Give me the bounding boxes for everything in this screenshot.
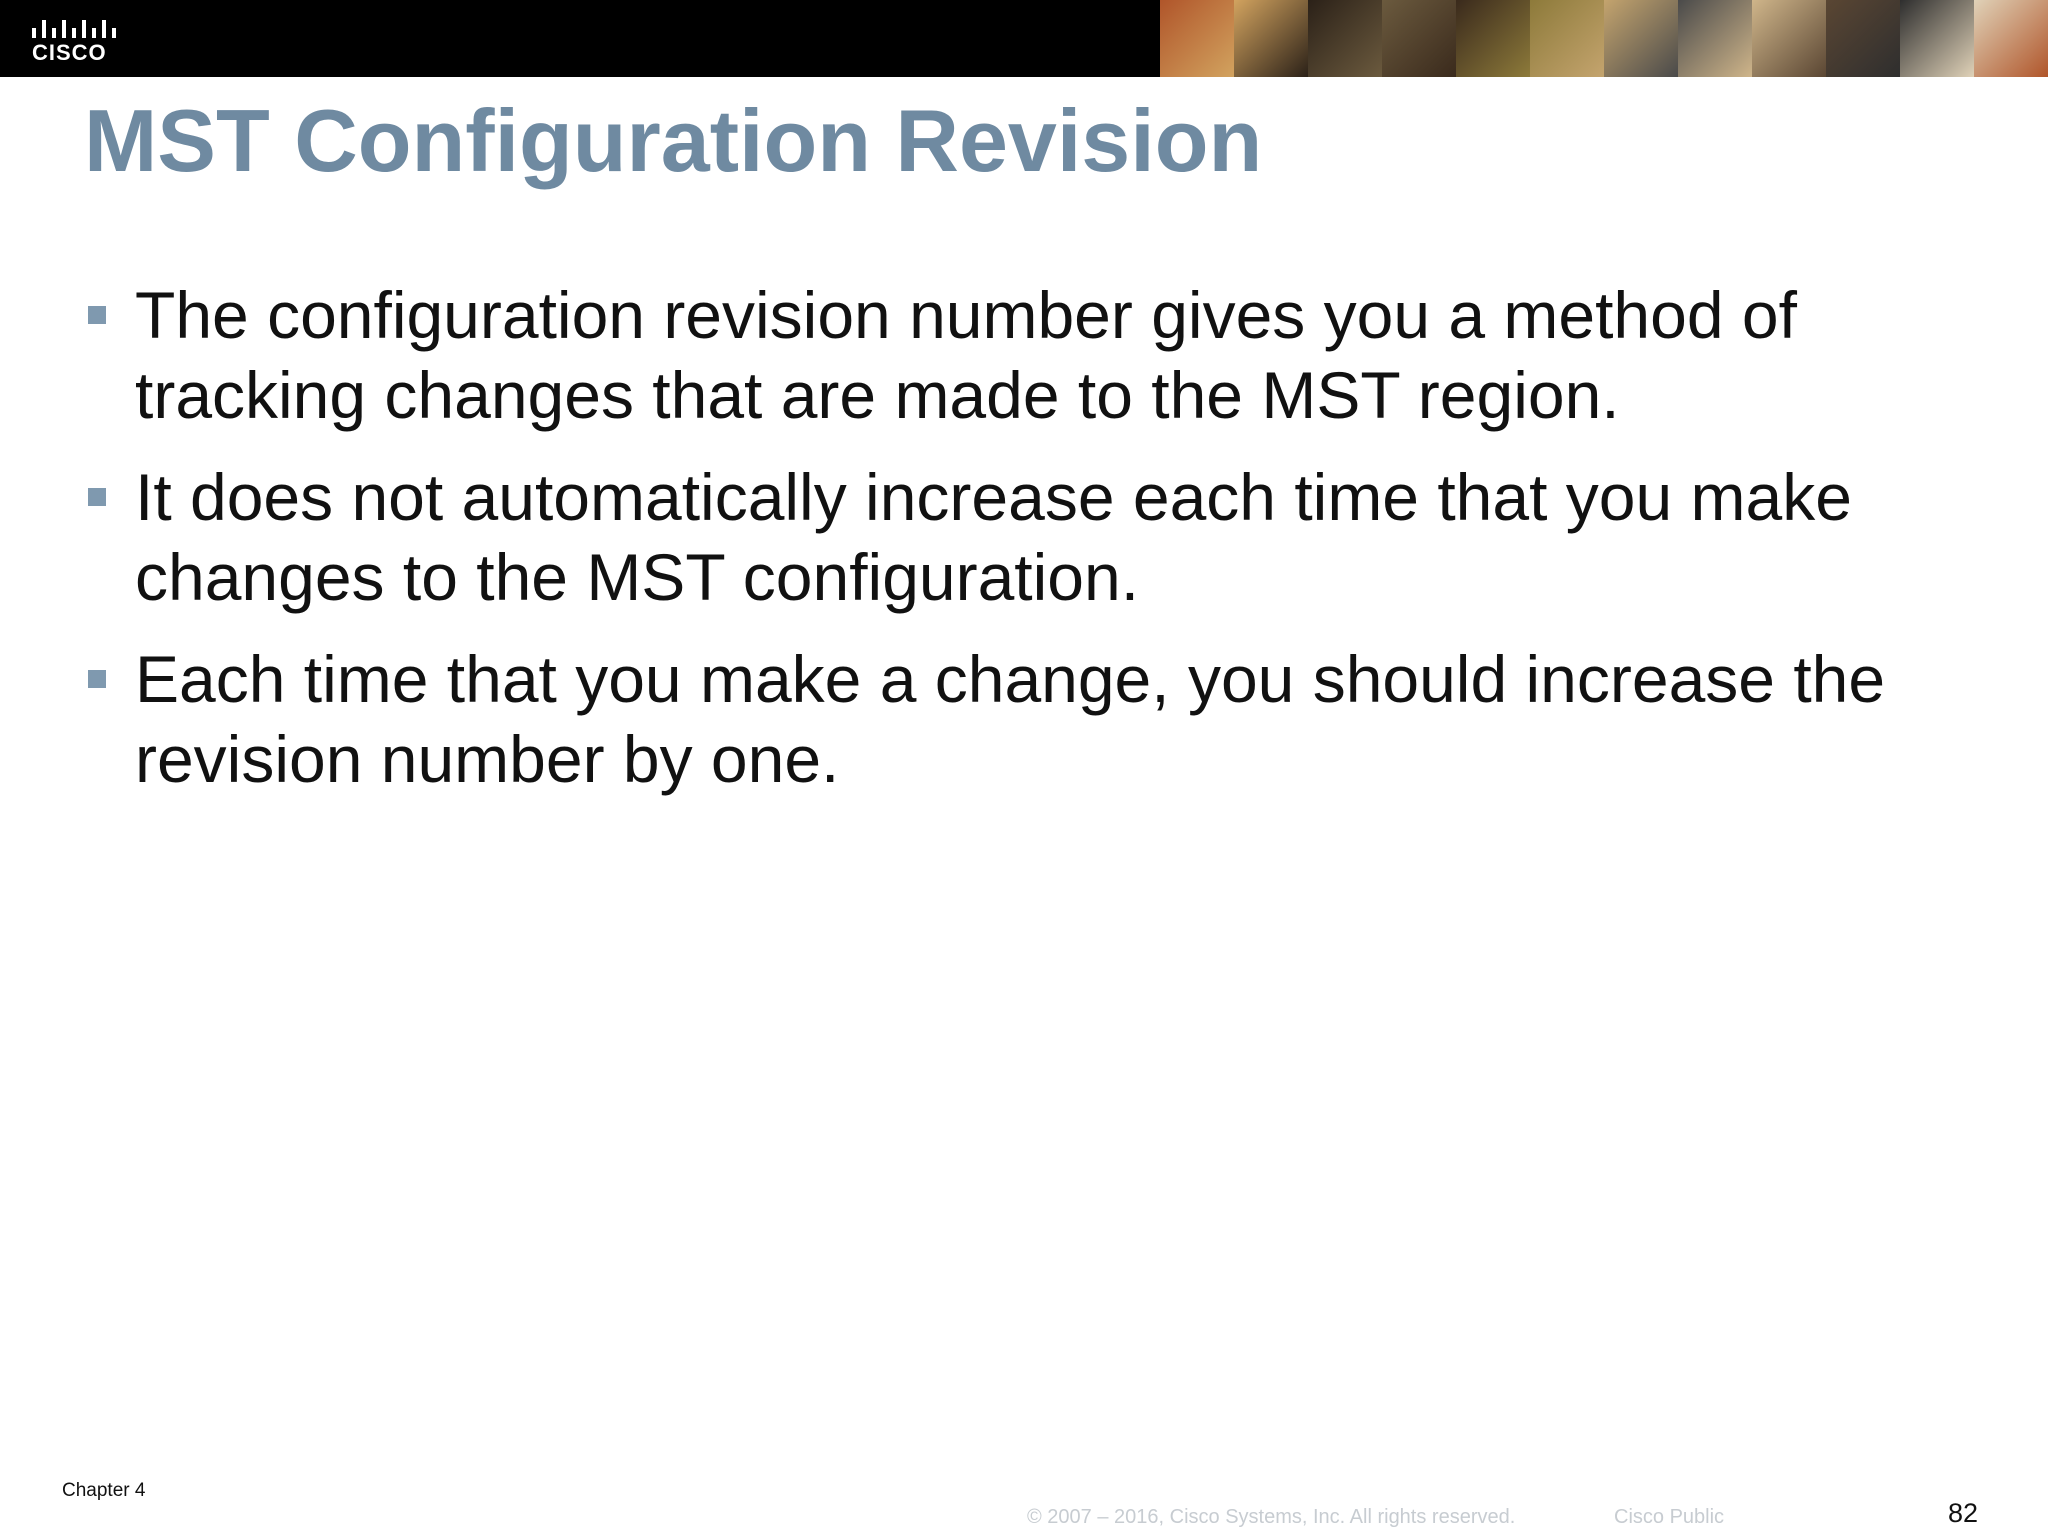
bullet-text: Each time that you make a change, you should increase the revision number by one. (135, 642, 1886, 796)
bullet-text: The configuration revision number gives you a method of tracking changes that are made to the MST region. (135, 278, 1797, 432)
bullet-list (84, 275, 1984, 821)
header-photo-tile (1456, 0, 1530, 77)
header-photo-tile (1308, 0, 1382, 77)
square-bullet-icon (88, 670, 106, 688)
header-photo-tile (1752, 0, 1826, 77)
header-photo-tile (1900, 0, 1974, 77)
square-bullet-icon (88, 306, 106, 324)
header-photo-tile (1826, 0, 1900, 77)
bullet-item (84, 457, 1984, 617)
header-photo-tile (1604, 0, 1678, 77)
cisco-bridge-icon (30, 12, 120, 40)
cisco-logo-text: CISCO (32, 40, 107, 65)
footer-classification: Cisco Public (1614, 1506, 1725, 1528)
bullet-item (84, 275, 1984, 435)
header-photo-tile (1530, 0, 1604, 77)
header-photo-tile (1974, 0, 2048, 77)
header-photo-strip (1160, 0, 2048, 77)
slide-title: MST Configuration Revision (84, 91, 1263, 190)
header-photo-tile (1382, 0, 1456, 77)
footer-copyright: © 2007 – 2016, Cisco Systems, Inc. All rights reserved. (1027, 1506, 1516, 1528)
bullet-item (84, 639, 1984, 799)
bullet-text: It does not automatically increase each time that you make changes to the MST configuration. (135, 460, 1852, 614)
square-bullet-icon (88, 488, 106, 506)
footer-chapter: Chapter 4 (62, 1480, 146, 1501)
header-photo-tile (1160, 0, 1234, 77)
page-number: 82 (1948, 1498, 1979, 1528)
cisco-logo (30, 12, 120, 64)
header-photo-tile (1234, 0, 1308, 77)
header-bar (0, 0, 2048, 77)
header-photo-tile (1678, 0, 1752, 77)
